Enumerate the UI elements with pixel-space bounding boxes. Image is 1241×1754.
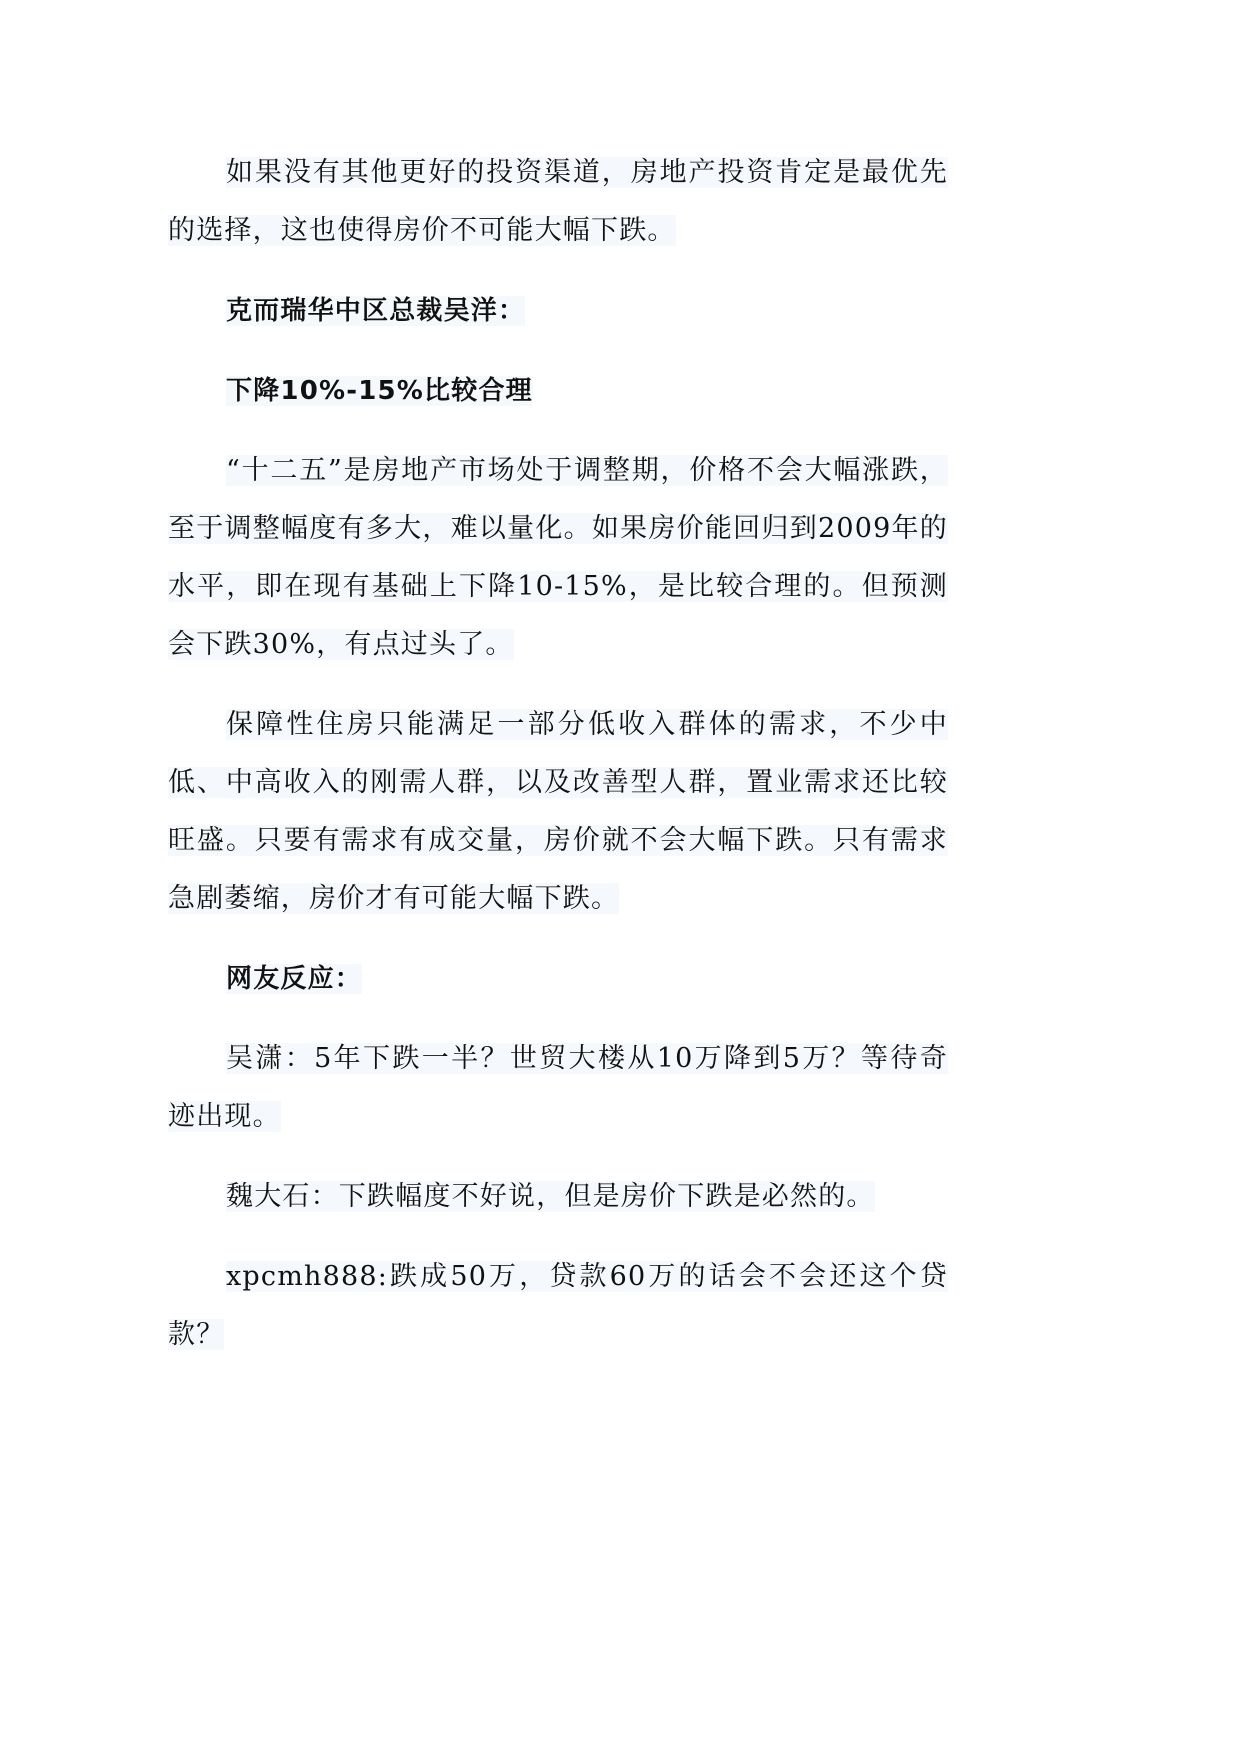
document-body xyxy=(168,144,948,1386)
paragraph-investment-channel xyxy=(168,144,948,260)
comment-text: 魏大石：下跌幅度不好说，但是房价下跌是必然的。 xyxy=(226,1181,875,1212)
paragraph-affordable-housing xyxy=(168,696,948,928)
heading-text: 网友反应： xyxy=(226,964,363,994)
paragraph-text: 如果没有其他更好的投资渠道，房地产投资肯定是最优先的选择，这也使得房价不可能大幅下跌。 xyxy=(168,157,948,246)
paragraph-twelfth-five-year xyxy=(168,442,948,674)
comment-xpcmh888 xyxy=(168,1248,948,1364)
heading-text: 克而瑞华中区总裁吴洋： xyxy=(226,296,526,326)
comment-text: 吴潇：5年下跌一半？世贸大楼从10万降到5万？等待奇迹出现。 xyxy=(168,1043,948,1132)
comment-text: xpcmh888:跌成50万，贷款60万的话会不会还这个贷款？ xyxy=(168,1261,948,1350)
heading-text: 下降10%-15%比较合理 xyxy=(226,376,533,406)
paragraph-text: “十二五”是房地产市场处于调整期，价格不会大幅涨跌，至于调整幅度有多大，难以量化。如果房价能回归到2009年的水平，即在现有基础上下降10-15%，是比较合理的。但预测会下跌30%，有点过头了。 xyxy=(168,455,948,660)
paragraph-text: 保障性住房只能满足一部分低收入群体的需求，不少中低、中高收入的刚需人群，以及改善型人群，置业需求还比较旺盛。只要有需求有成交量，房价就不会大幅下跌。只有需求急剧萎缩，房价才有可能大幅下跌。 xyxy=(168,709,948,914)
section-heading-speaker xyxy=(168,282,948,340)
comment-wu-xiao xyxy=(168,1030,948,1146)
section-heading-netizens xyxy=(168,950,948,1008)
comment-wei-dashi xyxy=(168,1168,948,1226)
section-heading-opinion xyxy=(168,362,948,420)
